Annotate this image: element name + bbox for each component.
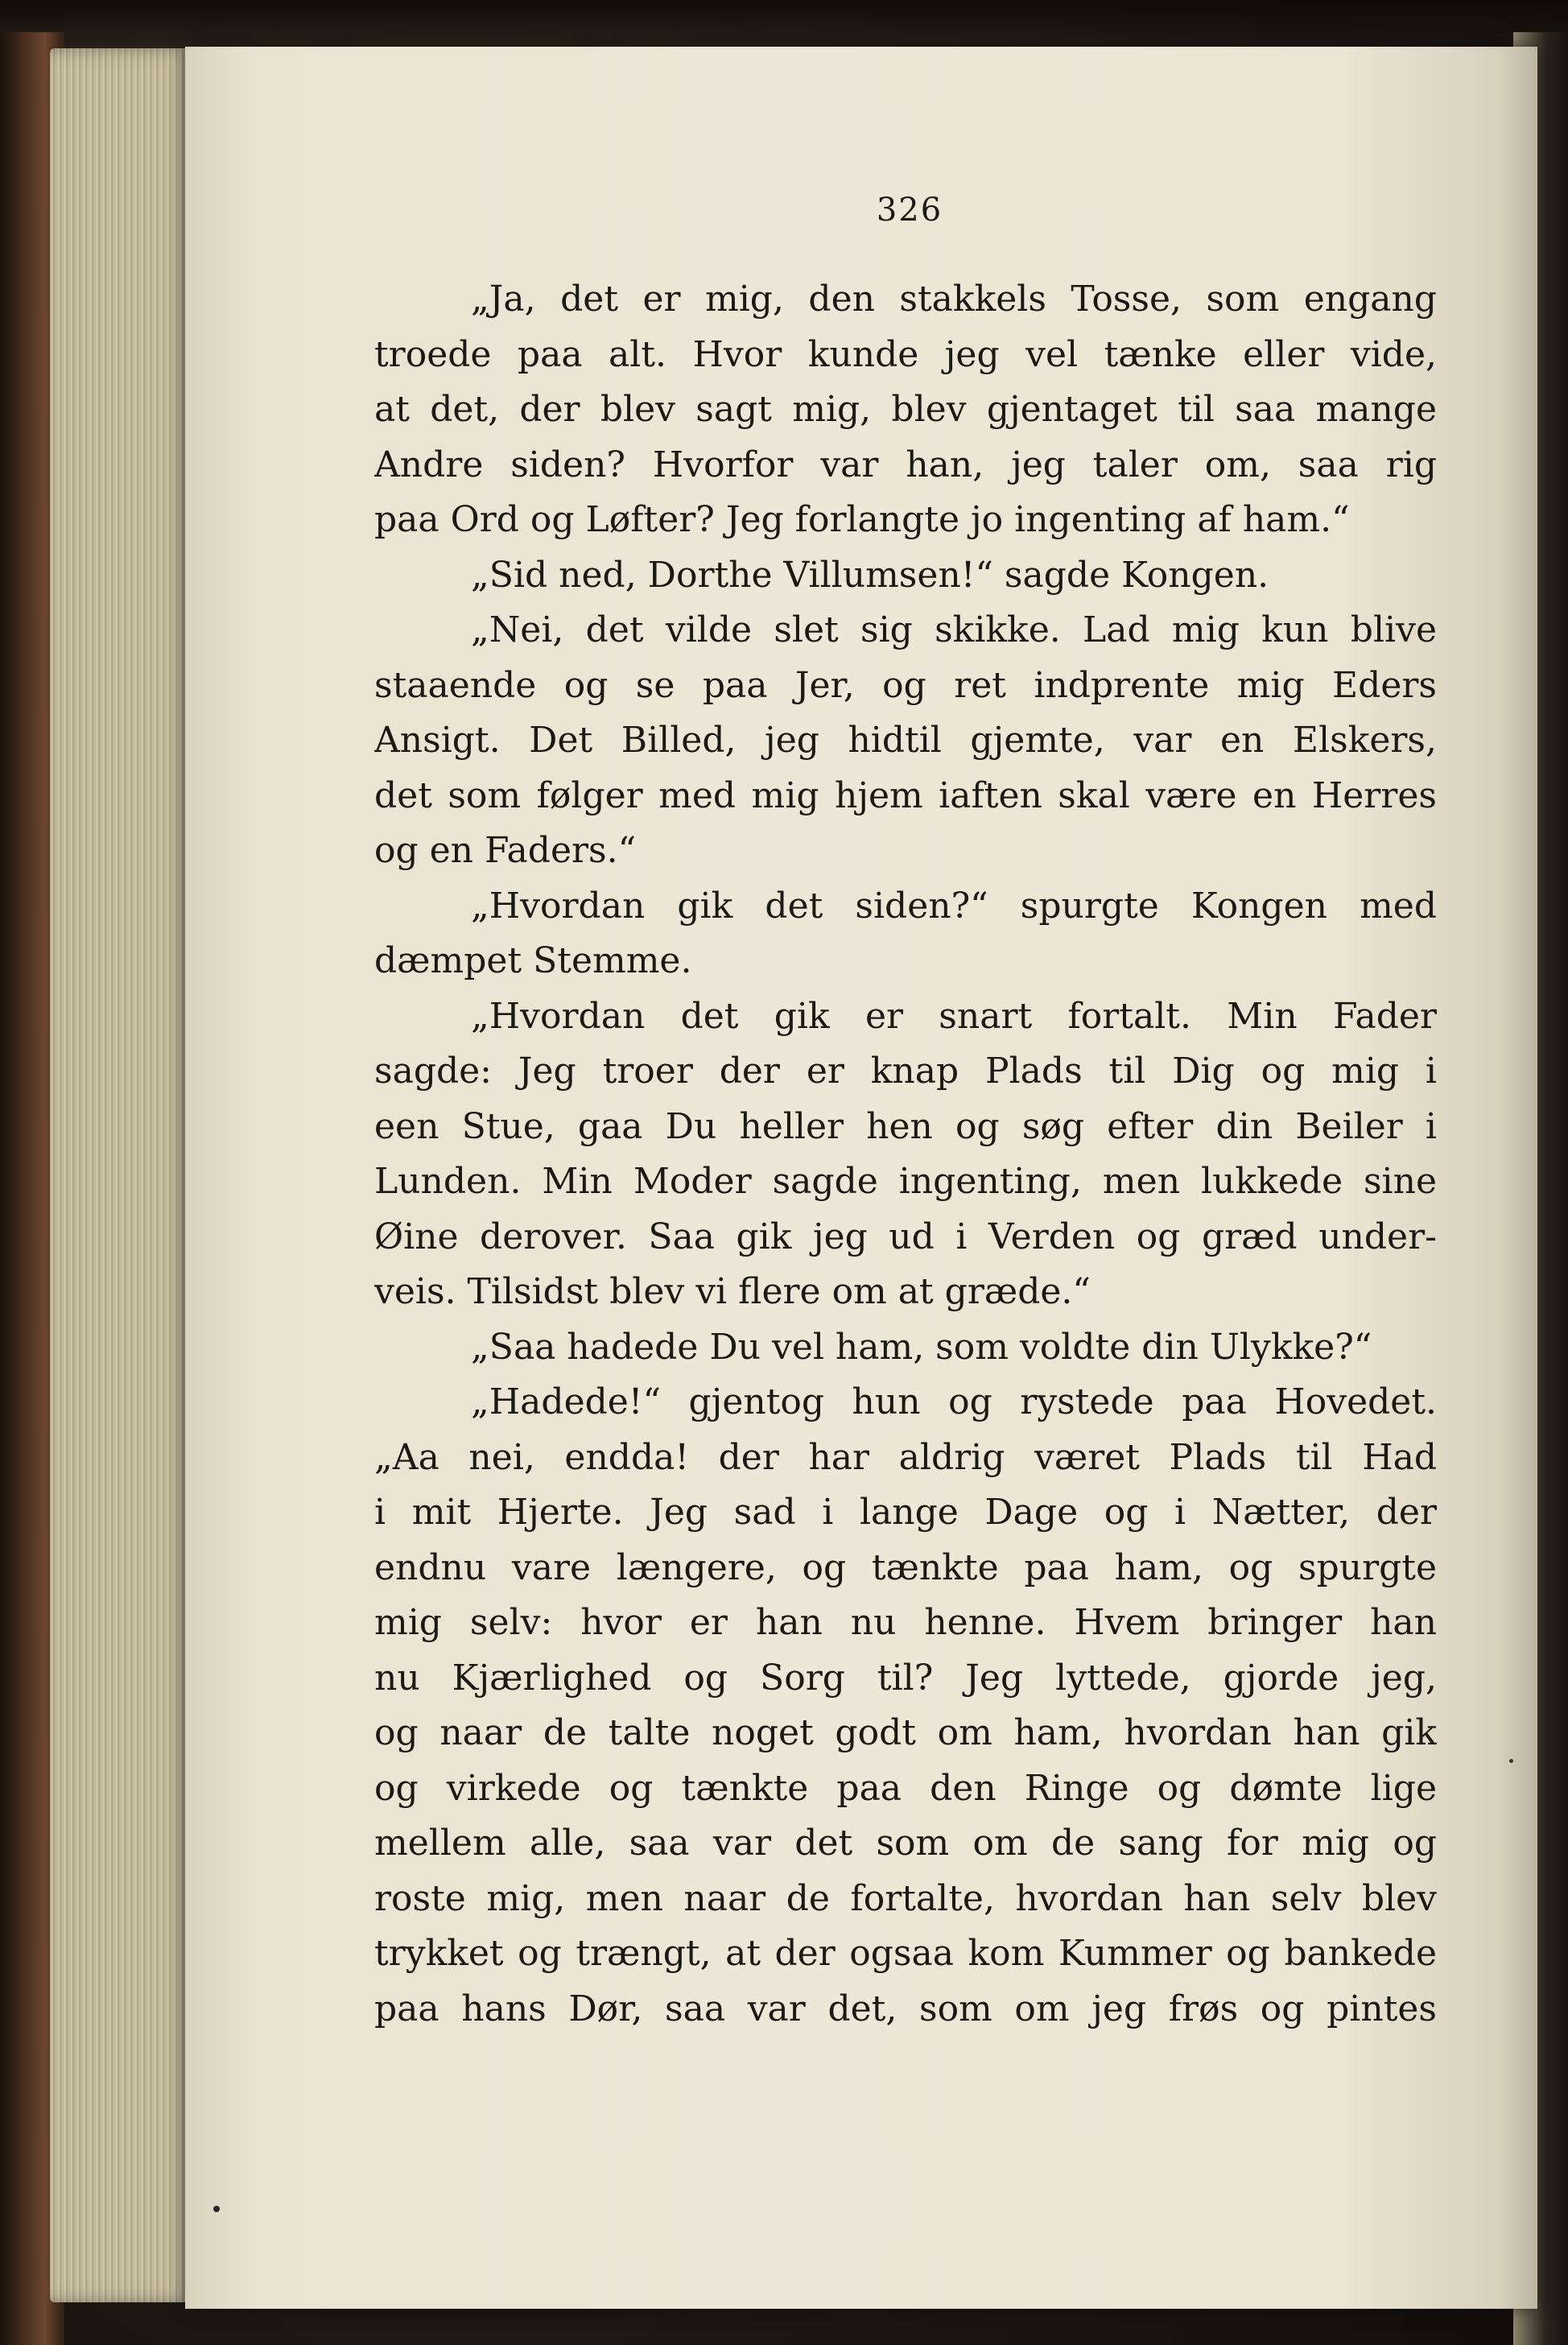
text-line: i mit Hjerte. Jeg sad i lange Dage og i Nætter, der [374,1492,1437,1533]
body-text [374,272,1437,2037]
text-line: Lunden. Min Moder sagde ingenting, men lukkede sine [374,1161,1437,1202]
text-line: staaende og se paa Jer, og ret indprente mig Eders [374,664,1437,706]
text-line: „Hvordan det gik er snart fortalt. Min Fader [471,995,1437,1037]
text-line: det som følger med mig hjem iaften skal være en Herres [374,774,1437,816]
text-line: „Ja, det er mig, den stakkels Tosse, som engang [471,279,1437,320]
text-line: „Sid ned, Dorthe Villumsen!“ sagde Kongen. [471,554,1269,596]
text-line: mellem alle, saa var det som om de sang for mig og [374,1823,1437,1864]
text-line: „Saa hadede Du vel ham, som voldte din Ulykke?“ [471,1326,1372,1368]
text-line: paa hans Dør, saa var det, som om jeg frøs og pintes [374,1988,1437,2029]
text-line: „Hadede!“ gjentog hun og rystede paa Hovedet. [471,1381,1437,1422]
text-line: mig selv: hvor er han nu henne. Hvem bringer han [374,1602,1437,1643]
text-line: „Nei, det vilde slet sig skikke. Lad mig kun blive [471,609,1437,650]
text-line: endnu vare længere, og tænkte paa ham, og spurgte [374,1546,1437,1588]
text-line: og en Faders.“ [374,830,637,871]
page-edges [50,48,195,2302]
text-line: „Aa nei, endda! der har aldrig været Plads til Had [374,1436,1437,1478]
text-line: nu Kjærlighed og Sorg til? Jeg lyttede, gjorde jeg, [374,1657,1437,1699]
page-number: 326 [876,192,943,229]
text-line: sagde: Jeg troer der er knap Plads til Dig og mig i [374,1051,1437,1092]
text-line: trykket og trængt, at der ogsaa kom Kummer og bankede [374,1933,1437,1974]
text-line: Andre siden? Hvorfor var han, jeg taler om, saa rig [374,444,1437,485]
text-line: roste mig, men naar de fortalte, hvordan han selv blev [374,1877,1437,1919]
text-line: Øine derover. Saa gik jeg ud i Verden og græd under- [374,1216,1437,1257]
text-line: dæmpet Stemme. [374,940,692,981]
text-line: veis. Tilsidst blev vi flere om at græde.“ [374,1271,1091,1312]
text-line: og virkede og tænkte paa den Ringe og dømte lige [374,1767,1437,1809]
text-line: troede paa alt. Hvor kunde jeg vel tænke eller vide, [374,333,1437,375]
page-speck [213,2206,220,2212]
text-line: een Stue, gaa Du heller hen og søg efter din Beiler i [374,1105,1437,1147]
page-speck-right [1509,1759,1513,1763]
text-line: at det, der blev sagt mig, blev gjentaget til saa mange [374,389,1437,430]
text-line: og naar de talte noget godt om ham, hvordan han gik [374,1712,1437,1753]
text-line: paa Ord og Løfter? Jeg forlangte jo ingenting af ham.“ [374,499,1350,540]
text-line: Ansigt. Det Billed, jeg hidtil gjemte, var en Elskers, [374,720,1437,761]
text-line: „Hvordan gik det siden?“ spurgte Kongen med [471,885,1437,927]
